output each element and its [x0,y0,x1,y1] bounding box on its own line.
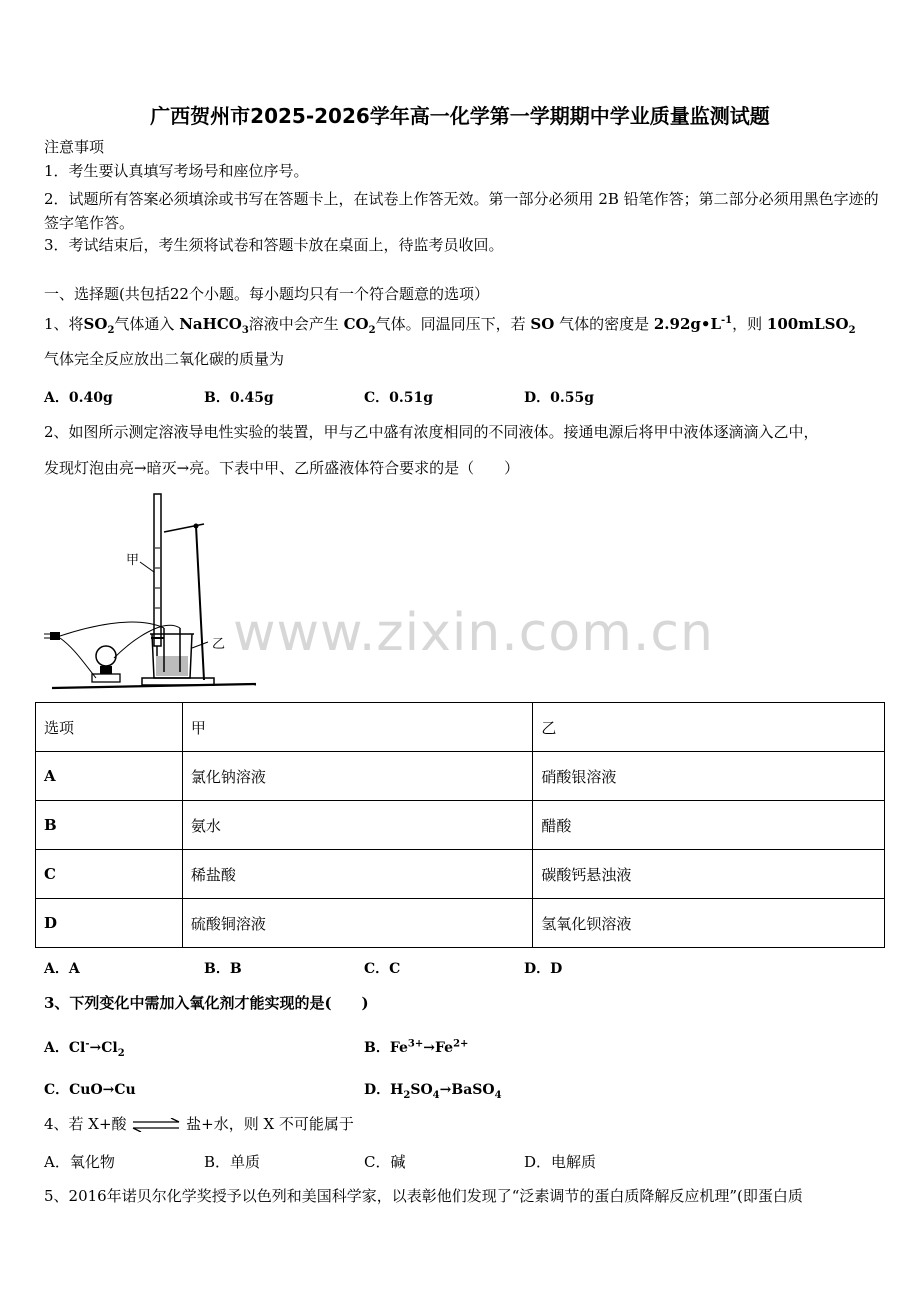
question-3-stem [44,993,369,1013]
q1-sub: 2 [848,325,856,336]
q4-option-b[interactable]: B．单质 [204,1153,261,1171]
table-cell: 氯化钠溶液 [182,752,533,801]
conductivity-apparatus-figure [44,488,264,693]
q4-option-a[interactable]: A．氧化物 [44,1153,115,1171]
q4-text: 4、若 X+酸 [44,1115,127,1133]
q1-text: 气体。同温同压下，若 [375,315,526,333]
q1-formula-so2: SO [530,315,555,333]
q1-text: 1、将 [44,315,84,333]
table-cell: 硝酸银溶液 [533,752,885,801]
q1-option-d[interactable]: D．0.55g [524,390,595,406]
table-cell: 氨水 [182,801,533,850]
table-cell: 硫酸铜溶液 [182,899,533,948]
q3-d-sub: 4 [432,1089,440,1101]
q3-b-sup: 3+ [407,1038,424,1050]
table-row [36,850,885,899]
q1-density: 2.92g•L [653,315,722,333]
watermark: www.zixin.com.cn [233,603,714,663]
equilibrium-arrow-icon [131,1118,181,1132]
q3-option-a[interactable] [44,1037,125,1057]
q3-d-sub: 2 [403,1089,411,1101]
table-cell: C [36,850,183,899]
table-row [36,899,885,948]
q3-d-text: SO [410,1082,433,1098]
table-cell: D [36,899,183,948]
q4-text: 盐+水，则 X 不可能属于 [186,1115,354,1133]
q1-formula-so2: SO [83,315,108,333]
label-yi: 乙 [212,637,226,652]
table-cell: 碳酸钙悬浊液 [533,850,885,899]
q2-option-a[interactable]: A．A [44,961,80,977]
notice-item-3: 3．考试结束后，考生须将试卷和答题卡放在桌面上，待监考员收回。 [44,236,504,254]
q2-option-b[interactable]: B．B [204,961,242,977]
q1-text: 气体通入 [114,315,175,333]
question-2-line-1: 2、如图所示测定溶液导电性实验的装置，甲与乙中盛有浓度相同的不同液体。接通电源后将甲中液体逐滴滴入乙中， [44,423,819,441]
label-jia: 甲 [126,553,140,568]
notice-item-2: 2．试题所有答案必须填涂或书写在答题卡上，在试卷上作答无效。第一部分必须用 2B 铅笔作答；第二部分必须用黑色字迹的签字笔作答。 [44,190,879,232]
q1-volume: 100mLSO [766,315,849,333]
question-1-line-2: 气体完全反应放出二氧化碳的质量为 [44,350,285,368]
table-cell: 稀盐酸 [182,850,533,899]
q3-b-text: B．Fe [364,1040,408,1056]
q1-option-b[interactable]: B．0.45g [204,390,274,406]
question-4-stem [44,1114,354,1134]
q1-text: 气体的密度是 [559,315,650,333]
q2-option-d[interactable]: D．D [524,961,563,977]
q3-stem-text: 3、下列变化中需加入氧化剂才能实现的是( ) [44,994,369,1012]
q1-formula-nahco3: NaHCO [179,315,242,333]
table-header-row [36,703,885,752]
q1-sup: -1 [721,315,733,326]
table-cell: B [36,801,183,850]
table-header-cell: 乙 [533,703,885,752]
q3-b-sup: 2+ [453,1038,469,1050]
q3-d-text: D．H [364,1082,404,1098]
question-5-line-1: 5、2016年诺贝尔化学奖授予以色列和美国科学家，以表彰他们发现了“泛素调节的蛋白质降解反应机理”(即蛋白质 [44,1187,803,1205]
q1-sub: 2 [368,325,376,336]
q4-option-c[interactable]: C．碱 [364,1153,406,1171]
q2-option-c[interactable]: C．C [364,961,401,977]
q4-option-d[interactable]: D．电解质 [524,1153,597,1171]
question-1-line-1 [44,314,856,334]
table-row [36,752,885,801]
q2-options-table [35,702,885,948]
q1-sub: 2 [107,325,115,336]
q3-option-d[interactable] [364,1079,502,1099]
q1-text: 溶液中会产生 [248,315,339,333]
table-header-cell: 甲 [182,703,533,752]
notice-heading: 注意事项 [44,138,105,156]
table-header-cell: 选项 [36,703,183,752]
question-2-line-2: 发现灯泡由亮→暗灭→亮。下表中甲、乙所盛液体符合要求的是（ ） [44,459,520,477]
q1-option-a[interactable]: A．0.40g [44,390,113,406]
q3-b-text: →Fe [423,1040,454,1056]
q3-a-sup: - [85,1038,90,1050]
table-cell: 醋酸 [533,801,885,850]
q3-d-sub: 4 [494,1089,502,1101]
page-title: 广西贺州市2025-2026学年高一化学第一学期期中学业质量监测试题 [150,104,770,128]
q3-option-b[interactable] [364,1037,468,1057]
section-heading: 一、选择题(共包括22个小题。每小题均只有一个符合题意的选项） [44,285,489,303]
table-row [36,801,885,850]
table-cell: A [36,752,183,801]
q1-sub: 3 [241,325,249,336]
q1-formula-co2: CO [343,315,369,333]
q3-a-sub: 2 [117,1047,125,1059]
notice-item-1: 1．考生要认真填写考场号和座位序号。 [44,162,309,180]
q3-d-text: →BaSO [439,1082,495,1098]
q3-a-text: A．Cl [44,1040,86,1056]
q3-option-c[interactable]: C．CuO→Cu [44,1082,136,1098]
q1-text: ，则 [732,315,763,333]
q1-option-c[interactable]: C．0.51g [364,390,434,406]
q3-a-text: →Cl [89,1040,118,1056]
table-cell: 氢氧化钡溶液 [533,899,885,948]
